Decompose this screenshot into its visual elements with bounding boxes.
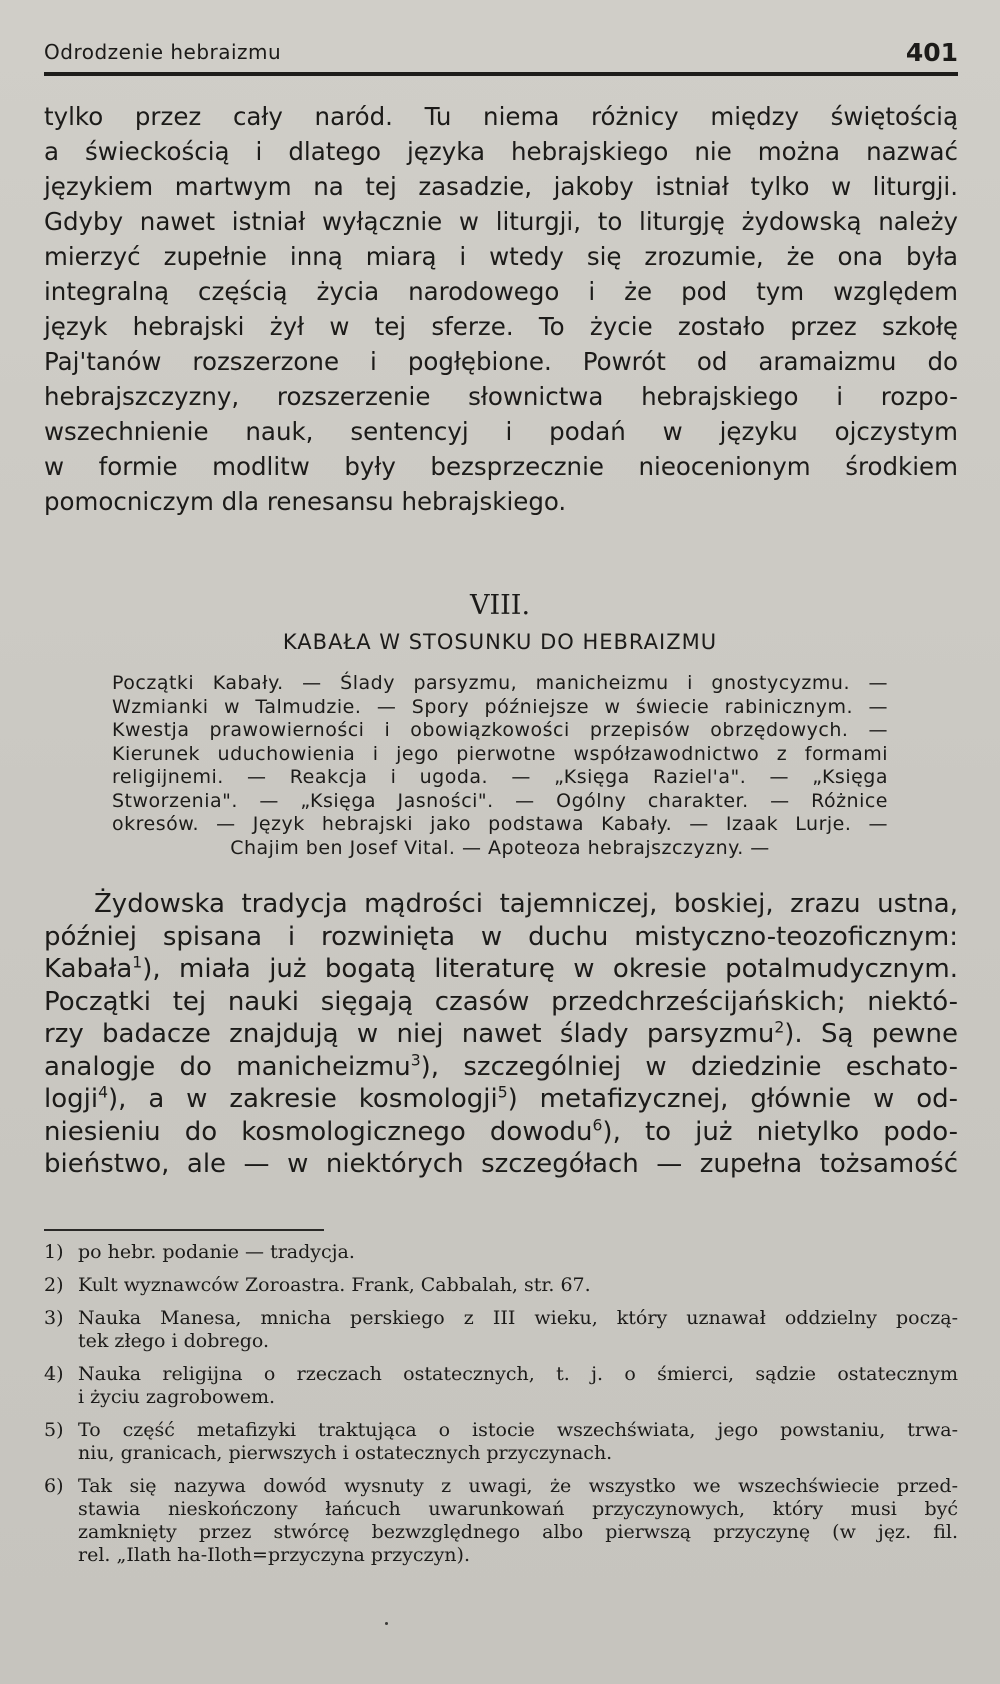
synopsis-line: okresów. — Język hebrajski jako podstawa Kabały. — Izaak Lurje. —: [112, 813, 888, 835]
footnote-line: Kult wyznawców Zoroastra. Frank, Cabbalah, str. 67.: [78, 1274, 591, 1296]
synopsis-line: Kierunek uduchowienia i jego pierwotne współzawodnictwo z formami: [112, 742, 888, 765]
ink-speck: [385, 1622, 388, 1625]
page-number: 401: [905, 38, 958, 67]
footnote-mark: 5): [44, 1419, 64, 1441]
footnote-rule: [44, 1229, 324, 1231]
footnote-ref: 4: [98, 1083, 109, 1102]
footnote-line: zamknięty przez stwórcę bezwzględnego albo pierwszą przyczynę (w jęz. fil.: [78, 1521, 958, 1543]
footnote-ref: 6: [592, 1115, 603, 1134]
footnote: [44, 1274, 958, 1297]
chapter-title: KABAŁA W STOSUNKU DO HEBRAIZMU: [282, 630, 718, 654]
footnote-line: To część metafizyki traktująca o istocie wszechświata, jego powstaniu, trwa-: [78, 1419, 958, 1441]
running-title: Odrodzenie hebraizmu: [44, 40, 282, 64]
text-line: później spisana i rozwinięta w duchu mistyczno-teozoficznym:: [44, 921, 958, 952]
text-line: tylko przez cały naród. Tu niema różnicy między świętością: [44, 102, 958, 131]
synopsis-line: Wzmianki w Talmudzie. — Spory późniejsze w świecie rabinicznym. —: [112, 695, 888, 718]
text-line: język hebrajski żył w tej sferze. To życie zostało przez szkołę: [44, 312, 958, 341]
text-line: niesieniu do kosmologicznego dowodu$^6$), to już nietylko podo-: [44, 1115, 958, 1147]
text-line: a świeckością i dlatego języka hebrajskiego nie można nazwać: [44, 137, 958, 166]
text-line: Początki tej nauki sięgają czasów przedchrześcijańskich; niektó-: [44, 986, 958, 1017]
footnote: [44, 1419, 958, 1465]
text-line: hebrajszczyzny, rozszerzenie słownictwa hebrajskiego i rozpo-: [44, 382, 958, 411]
text-line: wszechnienie nauk, sentencyj i podań w języku ojczystym: [44, 417, 958, 446]
footnote-mark: 4): [44, 1363, 64, 1385]
text-line: mierzyć zupełnie inną miarą i wtedy się zrozumie, że ona była: [44, 242, 958, 271]
footnote-line: Nauka Manesa, mnicha perskiego z III wieku, który uznawał oddzielny począ-: [78, 1307, 958, 1329]
text-line: językiem martwym na tej zasadzie, jakoby istniał tylko w liturgji.: [44, 172, 958, 201]
footnote-ref: 3: [410, 1050, 421, 1069]
footnote-line: stawia nieskończony łańcuch uwarunkowań przyczynowych, który musi być: [78, 1498, 958, 1520]
synopsis-line: Kwestja prawowierności i obowiązkowości przepisów obrzędowych. —: [112, 719, 888, 741]
text-line: Gdyby nawet istniał wyłącznie w liturgji, to liturgję żydowską należy: [44, 207, 958, 236]
body-paragraph: [44, 99, 958, 519]
text-line: Paj'tanów rozszerzone i pogłębione. Powrót od aramaizmu do: [44, 347, 958, 376]
text-line: Kabała$^1$), miała już bogatą literaturę w okresie potalmudycznym.: [44, 953, 958, 984]
text-line: logji$^4$), a w zakresie kosmologji$^5$) metafizycznej, głównie w od-: [44, 1083, 958, 1114]
footnote: [44, 1307, 958, 1353]
footnotes: [44, 1241, 958, 1577]
footnote-line: niu, granicach, pierwszych i ostatecznych przyczynach.: [78, 1442, 613, 1464]
text-line: analogje do manicheizmu$^3$), szczególniej w dziedzinie eschato-: [44, 1050, 959, 1082]
synopsis-line: Chajim ben Josef Vital. — Apoteoza hebrajszczyzny. —: [230, 836, 770, 859]
footnote: [44, 1363, 958, 1409]
footnote-line: rel. „Ilath ha-Iloth=przyczyna przyczyn).: [78, 1544, 470, 1566]
footnote-mark: 1): [44, 1241, 64, 1263]
footnote-ref: 2: [774, 1018, 785, 1037]
chapter-synopsis: [112, 672, 888, 860]
text-line: bieństwo, ale — w niektórych szczegółach — zupełna tożsamość: [44, 1149, 958, 1179]
text-line: pomocniczym dla renesansu hebrajskiego.: [44, 487, 567, 516]
synopsis-line: religijnemi. — Reakcja i ugoda. — „Księga Raziel'a". — „Księga: [112, 766, 888, 788]
footnote-line: Nauka religijna o rzeczach ostatecznych, t. j. o śmierci, sądzie ostatecznym: [78, 1363, 958, 1385]
footnote-ref: 5: [497, 1083, 508, 1102]
header-rule: [44, 72, 958, 76]
chapter-text: [44, 888, 958, 1181]
footnote-line: Tak się nazywa dowód wysnuty z uwagi, że wszystko we wszechświecie przed-: [78, 1475, 958, 1497]
footnote: [44, 1241, 958, 1264]
chapter-number: VIII.: [469, 590, 531, 621]
footnote-mark: 6): [44, 1475, 64, 1497]
text-line: w formie modlitw były bezsprzecznie nieocenionym środkiem: [44, 452, 958, 481]
footnote: [44, 1475, 958, 1567]
footnote-line: i życiu zagrobowem.: [78, 1386, 276, 1408]
running-head: [44, 38, 958, 72]
footnote-line: tek złego i dobrego.: [78, 1330, 270, 1352]
text-line: integralną częścią życia narodowego i że pod tym względem: [44, 277, 958, 306]
footnote-mark: 2): [44, 1274, 64, 1296]
footnote-line: po hebr. podanie — tradycja.: [78, 1241, 355, 1263]
footnote-mark: 3): [44, 1307, 64, 1329]
text-line: Żydowska tradycja mądrości tajemniczej, boskiej, zrazu ustna,: [94, 889, 958, 919]
synopsis-line: Stworzenia". — „Księga Jasności". — Ogólny charakter. — Różnice: [112, 789, 888, 812]
synopsis-line: Początki Kabały. — Ślady parsyzmu, manicheizmu i gnostycyzmu. —: [112, 672, 888, 694]
footnote-ref: 1: [132, 953, 143, 972]
text-line: rzy badacze znajdują w niej nawet ślady parsyzmu$^2$). Są pewne: [44, 1018, 958, 1049]
